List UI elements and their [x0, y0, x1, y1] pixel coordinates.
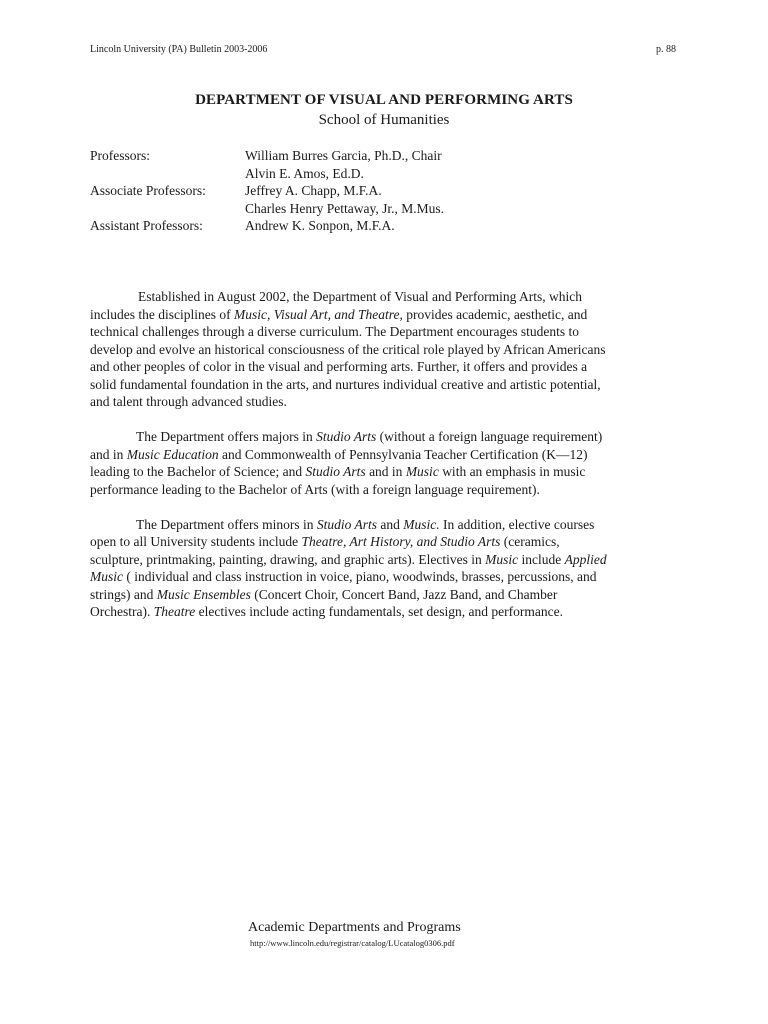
text-run: includes the disciplines of — [90, 306, 234, 322]
italic-text: Studio Arts — [316, 429, 377, 444]
text-run: (Concert Choir, Concert Band, Jazz Band, and Chamber — [250, 586, 558, 602]
text-line — [90, 358, 680, 376]
text-run: electives include acting fundamentals, set design, and performance. — [195, 604, 563, 619]
text-line — [90, 551, 680, 569]
faculty-name: Andrew K. Sonpon, M.F.A. — [245, 218, 395, 233]
text-run: technical challenges through a diverse curriculum. The Department encourages students to — [90, 324, 579, 339]
text-run: and talent through advanced studies. — [90, 394, 287, 409]
text-line — [90, 516, 680, 534]
text-run: solid fundamental foundation in the arts, and nurtures individual creative and artistic potential, — [90, 376, 601, 392]
italic-text: Studio Arts — [316, 516, 377, 532]
text-run: strings) and — [90, 586, 157, 602]
italic-text: Applied — [564, 551, 607, 567]
text-run: (without a foreign language requirement) — [376, 429, 603, 444]
text-line — [90, 603, 680, 621]
footer-url: http://www.lincoln.edu/registrar/catalog/LUcatalog0306.pdf — [250, 938, 455, 948]
text-run: (ceramics, — [500, 534, 560, 549]
text-run: The Department offers minors in — [136, 516, 317, 532]
text-run: Established in August 2002, the Department of Visual and Performing Arts, which — [138, 289, 583, 304]
footer-section-title: Academic Departments and Programs — [248, 920, 461, 935]
text-line — [90, 393, 680, 411]
text-line — [90, 463, 680, 481]
school-subtitle: School of Humanities — [318, 112, 450, 128]
text-run: performance leading to the Bachelor of Arts (with a foreign language requirement). — [90, 481, 540, 497]
text-run: Orchestra). — [90, 604, 154, 619]
text-run: leading to the Bachelor of Science; and — [90, 464, 306, 479]
text-line — [90, 481, 680, 499]
paragraph — [90, 428, 680, 498]
text-line — [90, 568, 680, 586]
text-line — [90, 428, 680, 446]
running-header: Lincoln University (PA) Bulletin 2003-2006 — [90, 44, 268, 55]
faculty-name: William Burres Garcia, Ph.D., Chair — [245, 148, 442, 163]
faculty-role: Assistant Professors: — [90, 218, 203, 233]
italic-text: Music, Visual Art, and Theatre, — [233, 306, 403, 322]
italic-text: Studio Arts — [305, 464, 366, 479]
faculty-name: Jeffrey A. Chapp, M.F.A. — [245, 183, 382, 198]
department-title: DEPARTMENT OF VISUAL AND PERFORMING ARTS — [195, 92, 573, 108]
faculty-role: Professors: — [90, 148, 150, 163]
text-line — [90, 341, 680, 359]
text-run: and in — [90, 446, 127, 462]
text-line — [90, 533, 680, 551]
text-line — [90, 586, 680, 604]
text-run: provides academic, aesthetic, and — [402, 306, 588, 322]
faculty-name: Charles Henry Pettaway, Jr., M.Mus. — [245, 200, 444, 216]
italic-text: Music Education — [126, 446, 219, 462]
italic-text: Theatre, Art History, and Studio Arts — [301, 534, 501, 549]
text-line — [90, 288, 680, 306]
text-run: and — [376, 516, 404, 532]
italic-text: Music — [90, 569, 123, 584]
text-line — [90, 446, 680, 464]
department-description — [90, 288, 680, 638]
paragraph — [90, 516, 680, 621]
italic-text: Music. — [403, 516, 440, 532]
text-line — [90, 306, 680, 324]
text-run: and other peoples of color in the visual and performing arts. Further, it offers and provides a — [90, 359, 588, 374]
page-number: p. 88 — [656, 44, 676, 55]
text-run: include — [518, 551, 565, 567]
text-run: and Commonwealth of Pennsylvania Teacher Certification (K—12) — [218, 446, 588, 462]
paragraph — [90, 288, 680, 411]
italic-text: Music — [485, 551, 519, 567]
text-line — [90, 376, 680, 394]
text-run: develop and evolve an historical consciousness of the critical role played by African Americans — [90, 341, 606, 357]
text-run: The Department offers majors in — [136, 429, 317, 444]
faculty-name: Alvin E. Amos, Ed.D. — [245, 165, 364, 181]
faculty-role: Associate Professors: — [90, 183, 206, 198]
italic-text: Music Ensembles — [156, 586, 251, 602]
text-run: with an emphasis in music — [438, 464, 586, 479]
text-run: In addition, elective courses — [439, 516, 595, 532]
text-run: ( individual and class instruction in voice, piano, woodwinds, brasses, percussions, and — [123, 569, 597, 584]
italic-text: Theatre — [153, 604, 196, 619]
text-run: open to all University students include — [90, 534, 302, 549]
text-run: sculpture, printmaking, painting, drawing, and graphic arts). Electives in — [90, 551, 486, 567]
text-line — [90, 323, 680, 341]
text-run: and in — [365, 464, 406, 479]
italic-text: Music — [405, 464, 439, 479]
